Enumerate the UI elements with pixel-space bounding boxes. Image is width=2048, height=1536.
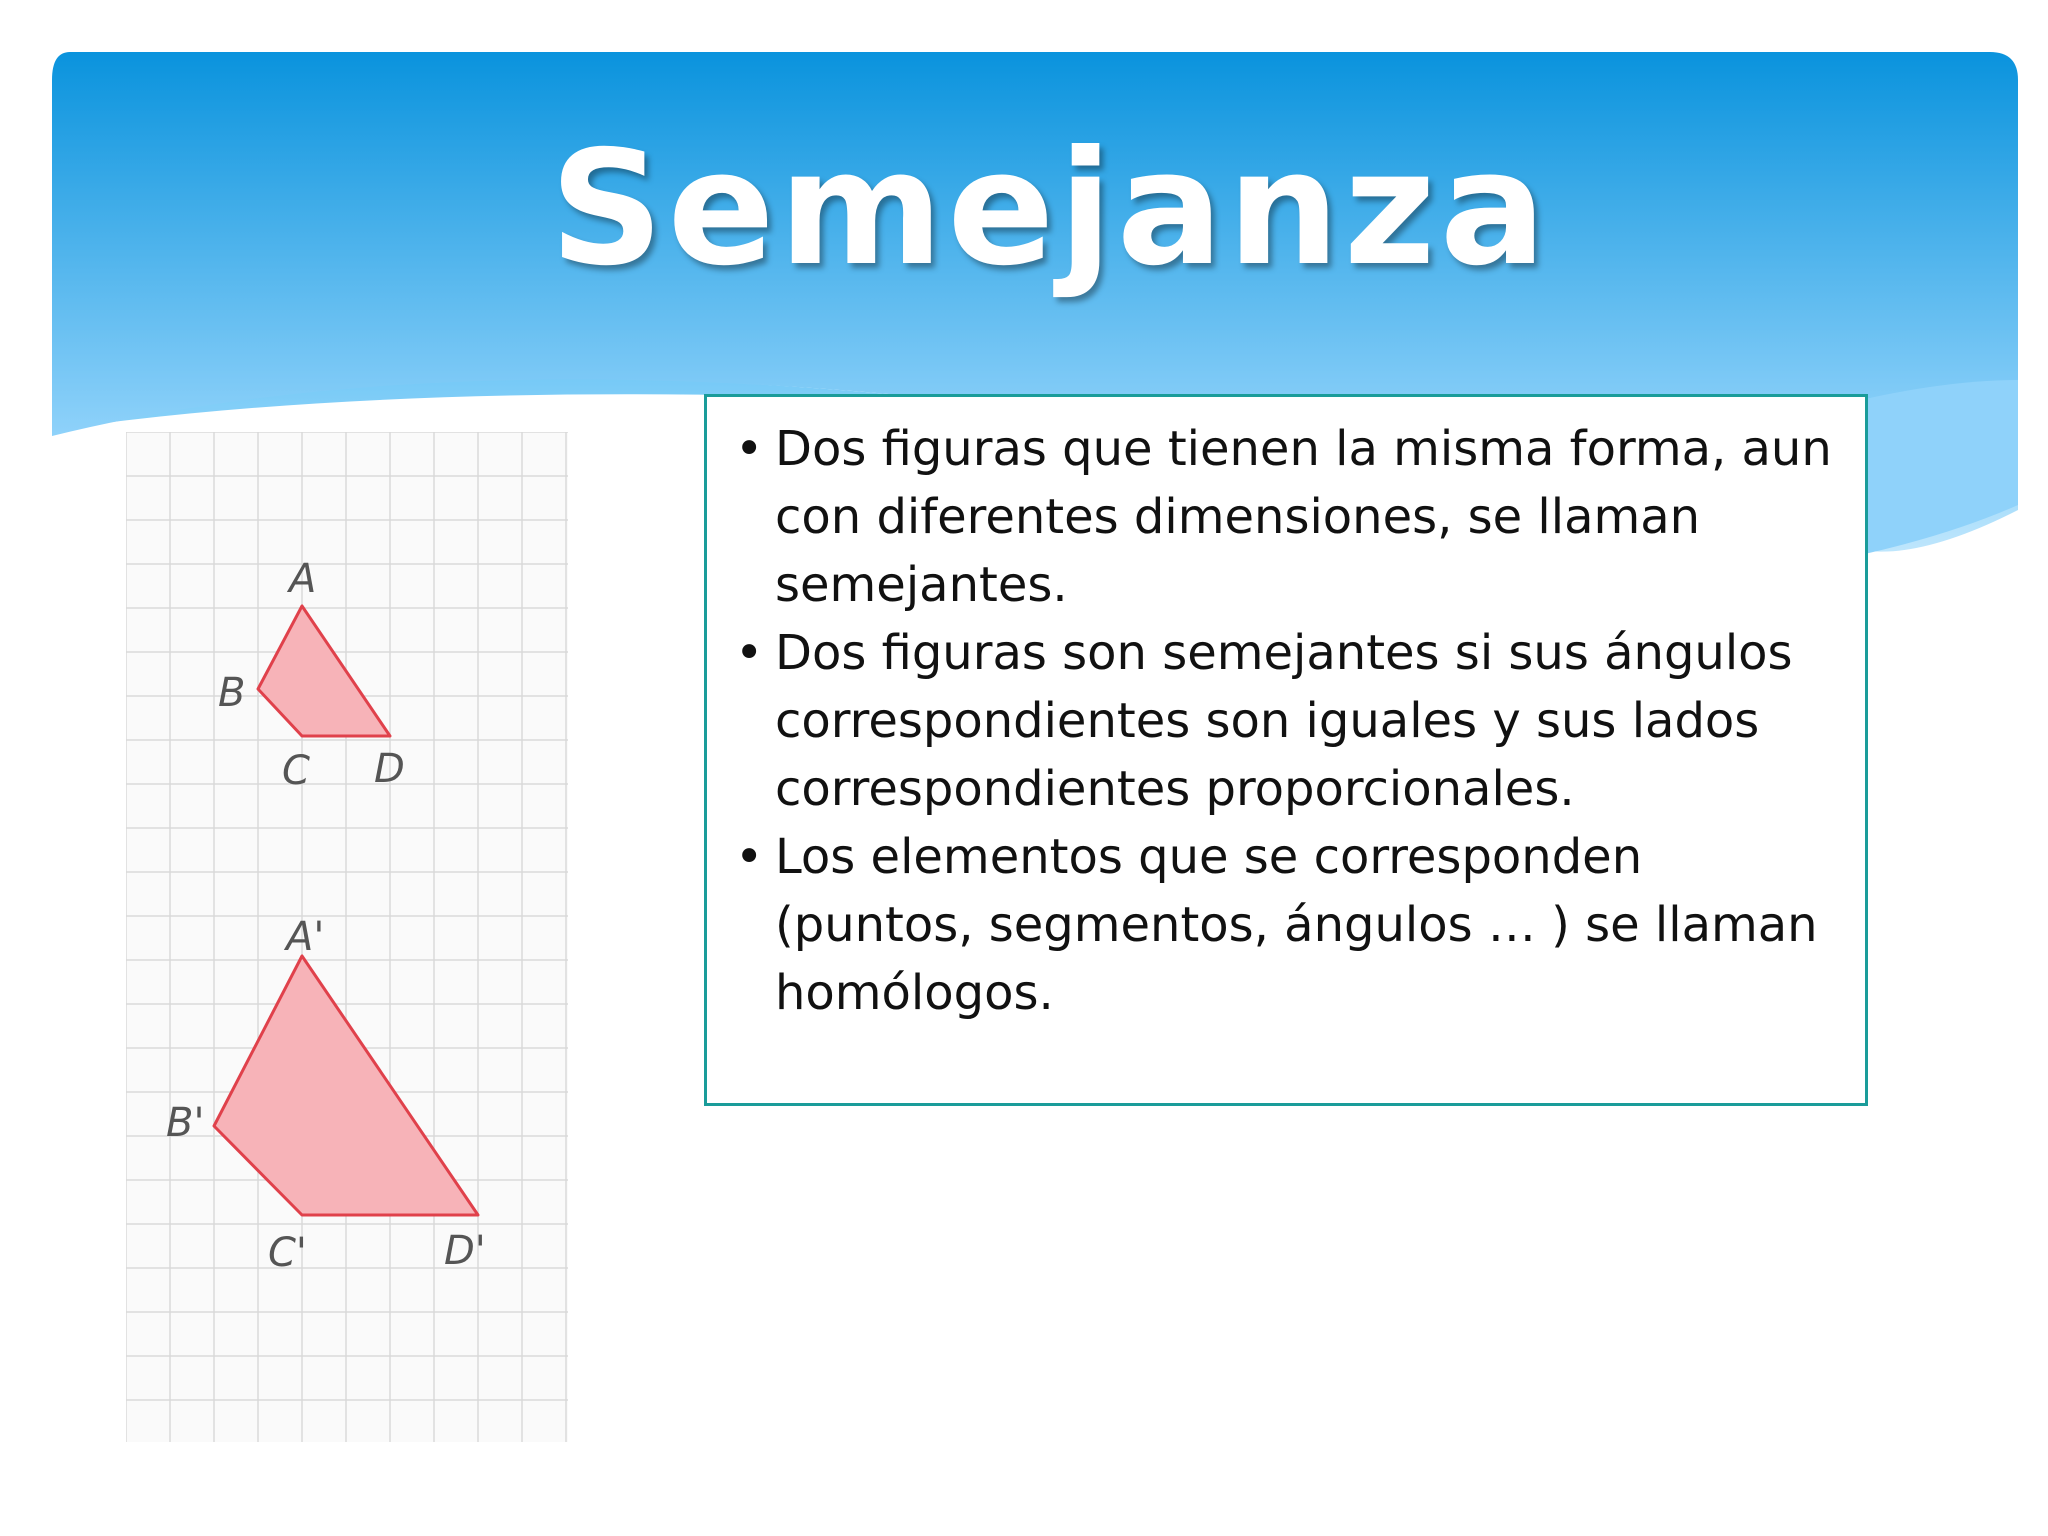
bullet-dot-icon: • bbox=[735, 421, 764, 477]
bullet-text: Los elementos que se corresponden (puntos, segmentos, ángulos … ) se llaman homólogos. bbox=[775, 829, 1818, 1021]
label-c-prime: C' bbox=[268, 1230, 307, 1276]
label-a: A bbox=[289, 556, 317, 602]
label-c: C bbox=[282, 748, 310, 794]
bullet-item bbox=[735, 619, 1845, 823]
bullet-text: Dos figuras que tienen la misma forma, aun con diferentes dimensiones, se llaman semejantes. bbox=[775, 421, 1832, 613]
similar-shapes-figure bbox=[126, 432, 568, 1442]
grid-figure bbox=[126, 432, 568, 1442]
slide-title: Semejanza bbox=[549, 117, 1551, 301]
definition-box bbox=[704, 394, 1868, 1106]
bullet-list bbox=[735, 415, 1845, 1027]
bullet-dot-icon: • bbox=[735, 625, 764, 681]
bullet-text: Dos figuras son semejantes si sus ángulos correspondientes son iguales y sus lados correspondientes proporcionales. bbox=[775, 625, 1793, 817]
grid-background bbox=[126, 432, 568, 1442]
label-a-prime: A' bbox=[286, 914, 325, 960]
grid-paper bbox=[126, 432, 568, 1442]
label-b: B bbox=[218, 670, 246, 716]
bullet-item bbox=[735, 823, 1845, 1027]
bullet-item bbox=[735, 415, 1845, 619]
label-d: D bbox=[374, 746, 405, 792]
label-d-prime: D' bbox=[444, 1228, 486, 1274]
bullet-dot-icon: • bbox=[735, 829, 764, 885]
label-b-prime: B' bbox=[166, 1100, 205, 1146]
